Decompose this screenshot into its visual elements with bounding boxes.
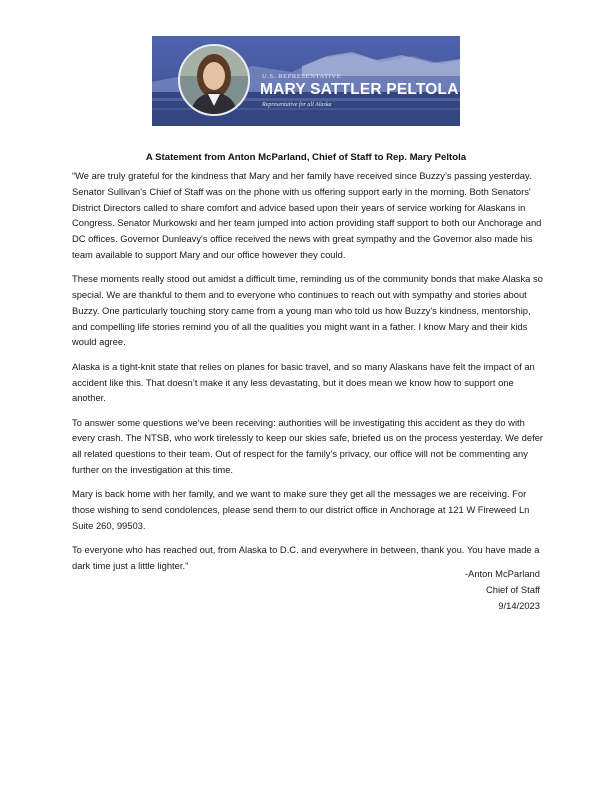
paragraph: Mary is back home with her family, and we want to make sure they get all the messages we are receiving. For those wishing to send condolences, please send them to our district office in Anchorage at 121 W Fireweed Ln Suite 260, 99503. (72, 488, 530, 531)
paragraph: To everyone who has reached out, from Alaska to D.C. and everywhere in between, thank you. You have made a dark time just a little lighter.” (72, 544, 540, 572)
signature-title: Chief of Staff (485, 583, 540, 595)
banner-name: MARY SATTLER PELTOLA (260, 81, 459, 98)
signature-date: 9/14/2023 (498, 599, 540, 611)
signature-name: -Anton McParland (464, 568, 540, 579)
paragraph: To answer some questions we’ve been receiving: authorities will be investigating this accident as they do with every crash. The NTSB, who work tirelessly to keep our skies safe, briefed us on the process yesterday. We defer all related questions to their team. Out of respect for the family’s privacy, our office will not be commenting any further on the investigation at this time. (72, 416, 544, 476)
header-banner (152, 36, 460, 126)
paragraph: Alaska is a tight-knit state that relies on planes for basic travel, and so many Alaskans have felt the impact of an accident like this. That doesn’t make it any less devastating, but it does mean we know how to support one another. (72, 360, 535, 404)
portrait-photo-icon (180, 46, 248, 114)
banner-kicker: U.S. REPRESENTATIVE (262, 73, 342, 80)
representative-portrait (178, 44, 250, 116)
paragraph: “We are truly grateful for the kindness that Mary and her family have received since Buzzy’s passing yesterday. Senator Sullivan's Chief of Staff was on the phone with us offering support early in the morning. Both Senators' District Directors called to share comfort and advice based upon their years of service working for Alaskans in Congress. Senator Murkowski and her team jumped into action providing staff support to both our Anchorage and DC offices. Governor Dunleavy's office received the news with great sympathy and the Governor also made his team available to support Mary and our office however they could. (72, 170, 542, 260)
statement-body (72, 168, 545, 582)
paragraph: These moments really stood out amidst a difficult time, reminding us of the community bonds that make Alaska so special. We are thankful to them and to everyone who continues to reach out with sympathy and stories about Buzzy. One particularly touching story came from a young man who told us how Buzzy's kindness, mentorship, and compelling life stories remind you of all the qualities you might want in a father. I know Mary and their kids would agree. (72, 273, 543, 348)
banner-tagline: Representative for all Alaska (262, 102, 332, 108)
signature-block (465, 566, 540, 613)
statement-heading: A Statement from Anton McParland, Chief of Staff to Rep. Mary Peltola (145, 152, 467, 163)
